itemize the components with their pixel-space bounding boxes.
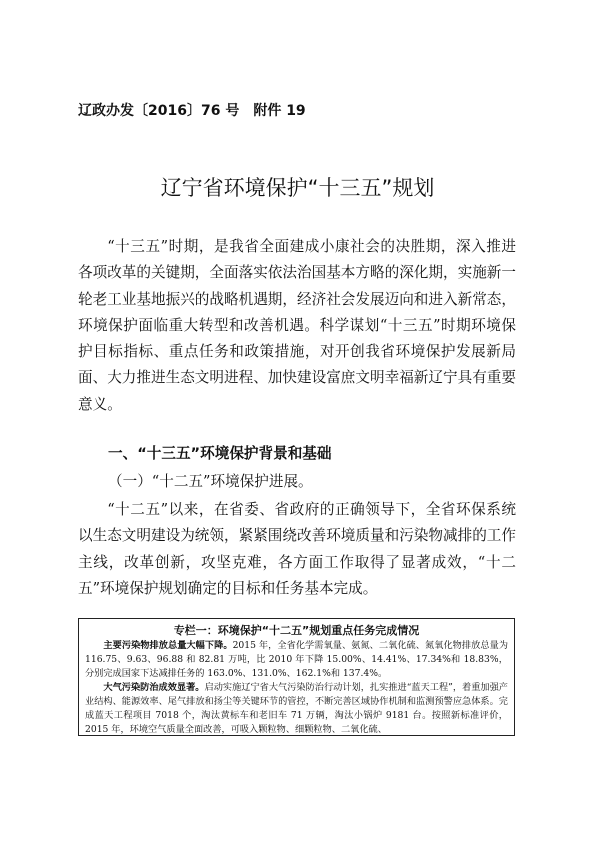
sidebar-box-item: [85, 639, 508, 681]
sidebar-box-item-text: 启动实施辽宁省大气污染防治行动计划，扎实推进“蓝天工程”，着重加强产业结构、能源效率、尾气排放和扬尘等关键环节的管控，不断完善区域协作机制和监测预警应急体系。完成蓝天工程项目 7018 个，淘汰黄标车和老旧车 71 万辆，淘汰小锅炉 9181 台。按照新标准评价，2015 年，环境空气质量全面改善，可吸入颗粒物、细颗粒物、二氧化硫、: [85, 682, 508, 735]
subsection-heading: （一）“十二五”环境保护进展。: [108, 473, 313, 490]
sidebar-box-item: [85, 681, 508, 736]
sidebar-box-item-text: 2015 年，全省化学需氧量、氨氮、二氧化硫、氮氧化物排放总量为 116.75、9.63、96.88 和 82.81 万吨，比 2010 年下降 15.00%、14.41%、17.34%和 18.83%，分别完成国家下达减排任务的 163.0%、131.0%、162.1%和 137.4%。: [85, 640, 509, 679]
intro-paragraph: “十三五”时期，是我省全面建成小康社会的决胜期，深入推进各项改革的关键期，全面落实依法治国基本方略的深化期，实施新一轮老工业基地振兴的战略机遇期，经济社会发展迈向和进入新常态，环境保护面临重大转型和改善机遇。科学谋划“十三五”时期环境保护目标指标、重点任务和政策措施，对开创我省环境保护发展新局面、大力推进生态文明进程、加快建设富庶文明幸福新辽宁具有重要意义。: [78, 238, 516, 413]
document-title: 辽宁省环境保护“十三五”规划: [160, 176, 435, 200]
sidebar-box-title: 专栏一：环境保护“十二五”规划重点任务完成情况: [173, 624, 420, 637]
section-heading: 一、“十三五”环境保护背景和基础: [108, 445, 332, 462]
progress-paragraph: “十二五”以来，在省委、省政府的正确领导下，全省环保系统以生态文明建设为统领，紧紧围绕改善环境质量和污染物减排的工作主线，改革创新，攻坚克难，各方面工作取得了显著成效，“十二五”环境保护规划确定的目标和任务基本完成。: [78, 501, 516, 597]
sidebar-box: [78, 618, 515, 736]
sidebar-box-item-lead: 大气污染防治成效显著。: [103, 682, 205, 693]
sidebar-box-item-lead: 主要污染物排放总量大幅下降。: [103, 640, 233, 651]
document-number: 辽政办发〔2016〕76 号 附件 19: [78, 103, 306, 119]
